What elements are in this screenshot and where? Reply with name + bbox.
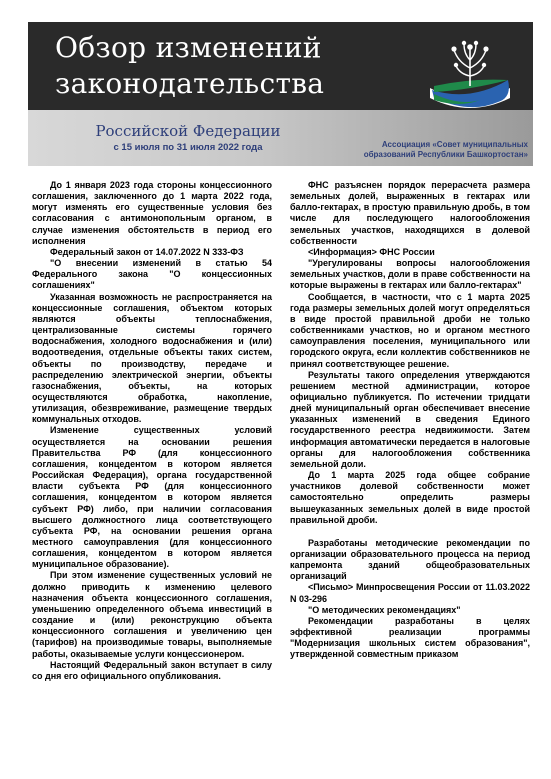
paragraph: Изменение существенных условий осуществляется на основании решения Правительства РФ (для концессионного соглашения, концедентом в котором является Российская Федерация), органа государственной власти субъекта РФ (для концессионного соглашения, концедентом в котором является субъект РФ) либо, при наличии согласования высшего должностного лица соответствующего субъекта РФ, на основании решения органа местного самоуправления (для концессионного соглашения, концедентом в котором является муниципальное образование). [32,425,272,570]
paragraph: ФНС разъяснен порядок перерасчета размера земельных долей, выраженных в гектарах или балло-гектарах, в простую правильную дробь, в том числе для последующего налогообложения земельных участков, находящихся в долевой собственности [290,180,530,246]
law-title: "О внесении изменений в статью 54 Федерального закона "О концессионных соглашениях" [32,258,272,291]
letter-reference: <Письмо> Минпросвещения России от 11.03.2022 N 03-296 [290,582,530,604]
paragraph: Указанная возможность не распространяется на концессионные соглашения, объектом которых являются объекты теплоснабжения, централизованные системы горячего водоснабжения, холодного водоснабжения и (или) водоотведения, отдельные объекты таких систем, объекты по производству, передаче и распределению электрической энергии, объекты газоснабжения, объекты, на которых осуществляются обработка, накопление, утилизация, обезвреживание, размещение твердых коммунальных отходов. [32,291,272,425]
paragraph: До 1 марта 2025 года общее собрание участников долевой собственности может самостоятельно определить размеры вышеуказанных земельных долей в виде простой правильной дроби. [290,470,530,525]
right-column [290,180,530,661]
region-title: Российской Федерации [95,122,281,140]
source-title: "Урегулированы вопросы налогообложения земельных участков, доли в праве собственности на которые выражены в гектарах или балло-гектарах" [290,258,530,291]
paragraph: До 1 января 2023 года стороны концессионного соглашения, заключенного до 1 марта 2022 года, могут изменять его существенные условия без согласования с антимонопольным органом, в случае изменения обстоятельств в период его исполнения [32,180,272,246]
paragraph: Разработаны методические рекомендации по организации образовательного процесса на период капремонта зданий общеобразовательных организаций [290,537,530,582]
paragraph: Результаты такого определения утверждаются решением местной администрации, которое официально публикуется. По истечении тридцати дней муниципальный орган обеспечивает внесение указанных изменений в сведения Единого государственного реестра недвижимости. Затем информация автоматически передается в налоговые органы для налогообложения собственника земельной доли. [290,369,530,469]
source-reference: <Информация> ФНС России [308,246,435,257]
page-title: Обзор изменений законодательства [55,31,325,100]
period-subtitle: с 15 июля по 31 июля 2022 года [113,142,263,153]
paragraph: Настоящий Федеральный закон вступает в силу со дня его официального опубликования. [32,659,272,681]
law-reference: Федеральный закон от 14.07.2022 N 333-ФЗ [50,246,244,257]
paragraph: Рекомендации разработаны в целях эффективной реализации программы "Модернизация школьных систем образования", утвержденной совместным приказом [290,615,530,660]
letter-title: "О методических рекомендациях" [308,604,461,615]
paragraph: Сообщается, в частности, что с 1 марта 2025 года размеры земельных долей могут определяться в виде простой правильной дроби не только собственниками участков, но и органом местного самоуправления поселения, муниципального или городского округа, если коллектив собственников не принял соответствующее решение. [290,291,530,369]
bashkortostan-emblem-icon [420,28,520,108]
association-name: Ассоциация «Совет муниципальных образований Республики Башкортостан» [363,140,528,159]
left-column [32,180,272,682]
paragraph: При этом изменение существенных условий не должно приводить к изменению целевого назначения объекта концессионного соглашения, уменьшению определенного объема инвестиций в создание и (или) реконструкцию объекта концессионного соглашения и увеличению цен (тарифов) на производимые товары, выполняемые работы, оказываемые услуги концессионером. [32,570,272,659]
